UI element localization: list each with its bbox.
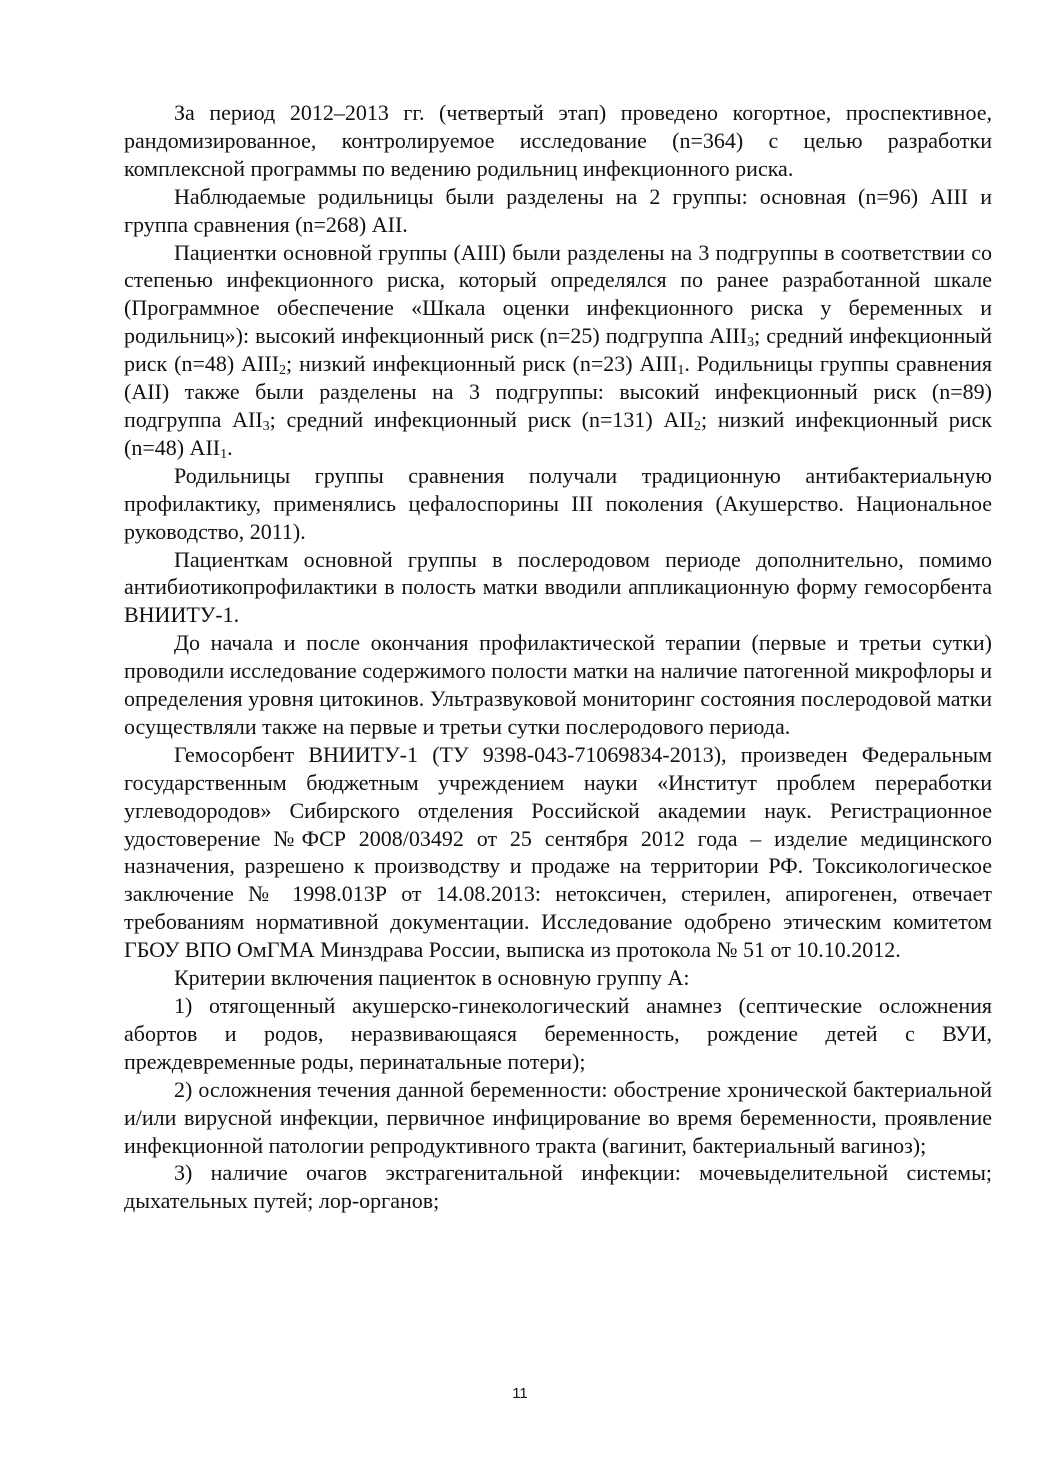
paragraph-study-period: За период 2012–2013 гг. (четвертый этап) проведено когортное, проспективное, рандомизированное, контролируемое исследование (n=364) с целью разработки комплексной программы по ведению родильниц инфекционного риска.	[124, 100, 992, 181]
subgroups-text-4: . Родильницы группы сравнения (АII) также были разделены на 3 подгруппы: высокий инфекционный риск (n=89) подгруппа АII	[124, 351, 992, 432]
page-number: 11	[512, 1385, 528, 1402]
subgroups-text-5: ; средний инфекционный риск (n=131) АII	[269, 406, 695, 432]
subscript-aii-2: 2	[694, 418, 702, 434]
criterion-1: 1) отягощенный акушерско-гинекологический анамнез (септические осложнения абортов и родов, неразвивающаяся беременность, рождение детей с ВУИ, преждевременные роды, перинатальные потери);	[124, 993, 992, 1074]
paragraph-subgroups	[124, 239, 992, 462]
subgroups-text-7: .	[227, 434, 233, 460]
paragraph-groups: Наблюдаемые родильницы были разделены на 2 группы: основная (n=96) АIII и группа сравнения (n=268) АII.	[124, 183, 992, 237]
paragraph-hemosorbent: Гемосорбент ВНИИТУ-1 (ТУ 9398-043-71069834-2013), произведен Федеральным государственным бюджетным учреждением науки «Институт проблем переработки углеводородов» Сибирского отделения Российской академии наук. Регистрационное удостоверение №ФСР 2008/03492 от 25 сентября 2012 года – изделие медицинского назначения, разрешено к производству и продаже на территории РФ. Токсикологическое заключение № 1998.013Р от 14.08.2013: нетоксичен, стерилен, апирогенен, отвечает требованиям нормативной документации. Исследование одобрено этическим комитетом ГБОУ ВПО ОмГМА Минздрава России, выписка из протокола № 51 от 10.10.2012.	[124, 741, 992, 963]
subscript-aiii-2: 2	[279, 363, 287, 379]
document-body	[124, 99, 992, 1215]
subscript-aiii-1: 1	[677, 363, 685, 379]
subgroups-text-3: ; низкий инфекционный риск (n=23) АIII	[286, 351, 678, 377]
subgroups-text-1: Пациентки основной группы (АIII) были разделены на 3 подгруппы в соответствии со степенью инфекционного риска, который определялся по ранее разработанной шкале (Программное обеспечение «Шкала оценки инфекционного риска у беременных и родильниц»): высокий инфекционный риск (n=25) подгруппа АIII	[124, 239, 992, 349]
paragraph-main-group-treatment: Пациенткам основной группы в послеродовом периоде дополнительно, помимо антибиотикопрофилактики в полость матки вводили аппликационную форму гемосорбента ВНИИТУ-1.	[124, 546, 992, 628]
paragraph-monitoring: До начала и после окончания профилактической терапии (первые и третьи сутки) проводили исследование содержимого полости матки на наличие патогенной микрофлоры и определения уровня цитокинов. Ультразвуковой мониторинг состояния послеродовой матки осуществляли также на первые и третьи сутки послеродового периода.	[124, 630, 992, 739]
subgroups-text-2: ; средний инфекционный риск (n=48) АIII	[124, 323, 992, 377]
criterion-3: 3) наличие очагов экстрагенитальной инфекции: мочевыделительной системы; дыхательных путей; лор-органов;	[124, 1160, 992, 1214]
subscript-aiii-3: 3	[747, 335, 755, 351]
paragraph-inclusion-criteria: Критерии включения пациенток в основную группу А:	[174, 965, 690, 991]
paragraph-comparison-group: Родильницы группы сравнения получали традиционную антибактериальную профилактику, применялись цефалоспорины III поколения (Акушерство. Национальное руководство, 2011).	[124, 462, 992, 544]
subscript-aii-3: 3	[262, 418, 270, 434]
criterion-2: 2) осложнения течения данной беременности: обострение хронической бактериальной и/или вирусной инфекции, первичное инфицирование во время беременности, проявление инфекционной патологии репродуктивного тракта (вагинит, бактериальный вагиноз);	[124, 1076, 992, 1158]
subgroups-text-6: ; низкий инфекционный риск (n=48) АII	[124, 406, 992, 460]
subscript-aii-1: 1	[220, 446, 228, 462]
